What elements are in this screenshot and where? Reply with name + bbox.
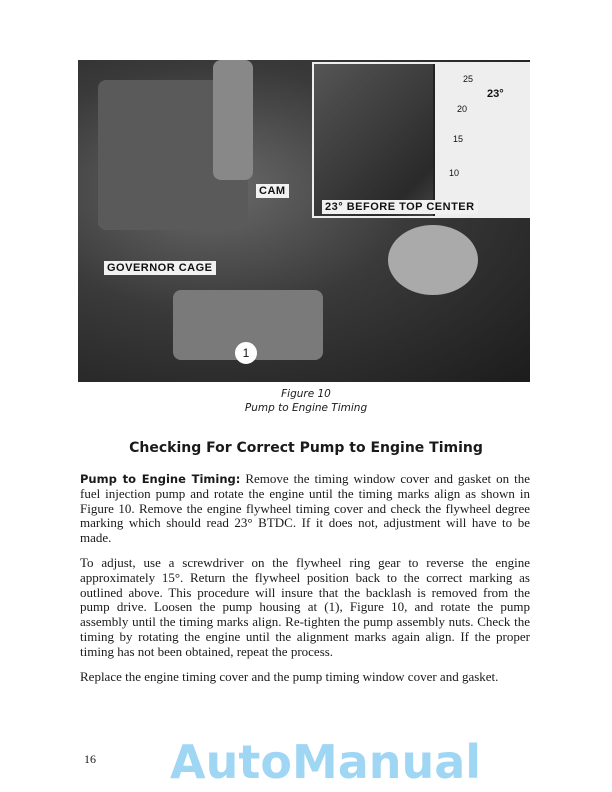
section-heading: Checking For Correct Pump to Engine Timing	[129, 440, 483, 456]
body-text	[80, 472, 530, 694]
label-governor-cage: GOVERNOR CAGE	[104, 261, 216, 275]
label-before-top-center: 23° BEFORE TOP CENTER	[322, 200, 478, 214]
callout-1: 1	[235, 342, 257, 364]
flywheel-scale	[433, 64, 530, 216]
scale-tick: 20	[457, 104, 468, 114]
paragraph-2: To adjust, use a screwdriver on the flywheel ring gear to reverse the engine approximately 15°. Return the flywheel position back to the correct marking as outlined above. This procedure will insure that the backlash is removed from the pump drive. Loosen the pump housing at (1), Figure 10, and rotate the pump assembly until the timing marks align. Re-tighten the pump assembly nuts. Check the timing by rotating the engine until the alignment marks again align. If the proper timing has not been obtained, repeat the process.	[80, 554, 530, 659]
scale-tick: 10	[449, 168, 460, 178]
scale-tick: 23°	[487, 88, 504, 100]
page-number: 16	[84, 752, 96, 766]
paragraph-1	[80, 472, 530, 546]
scale-tick: 15	[453, 134, 464, 144]
paragraph-3: Replace the engine timing cover and the pump timing window cover and gasket.	[80, 668, 499, 684]
run-in-heading: Pump to Engine Timing:	[80, 472, 241, 486]
figure-photo	[78, 60, 530, 382]
watermark: AutoManual	[170, 735, 482, 789]
scale-tick: 25	[463, 74, 474, 84]
pump-shaft	[213, 60, 253, 180]
figure-number: Figure 10	[281, 388, 331, 400]
figure-caption: Pump to Engine Timing	[244, 402, 368, 414]
paragraph-text: Remove the timing window cover and gasket on the fuel injection pump and rotate the engine until the timing marks align as shown in Figure 10. Remove the engine flywheel timing cover and check the flywheel degree marking which should read 23° BTDC. If it does not, adjustment will have to be made.	[80, 471, 530, 546]
filler-cap	[388, 225, 478, 295]
timing-inset	[312, 62, 530, 218]
label-cam: CAM	[256, 184, 289, 198]
